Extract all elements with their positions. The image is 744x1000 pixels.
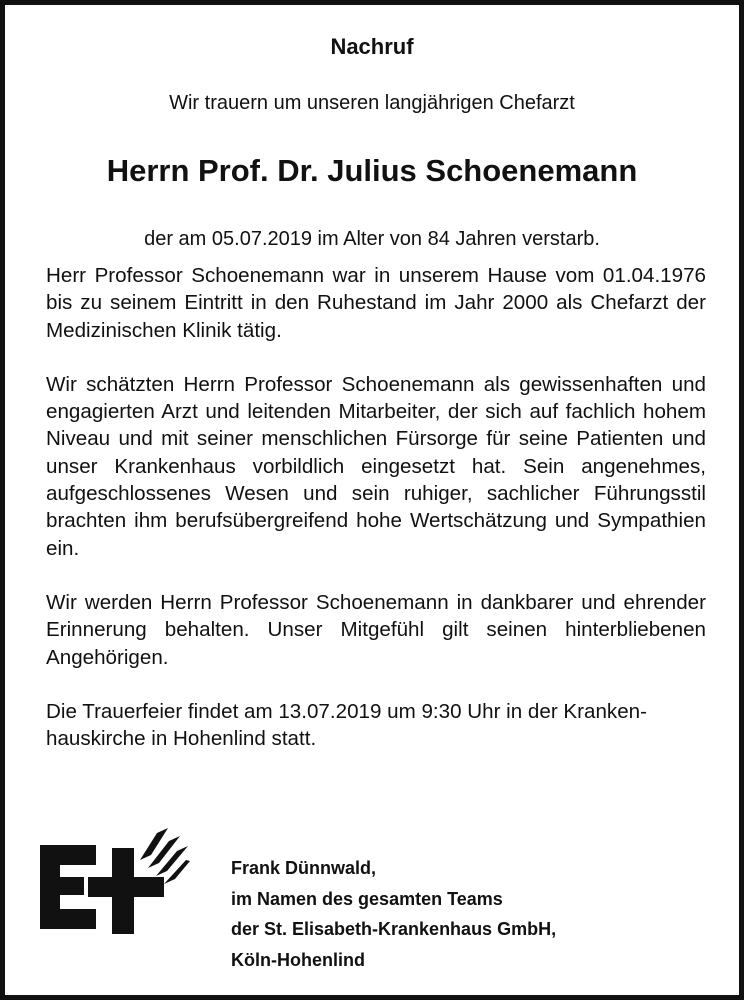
paragraph-appreciation: Wir schätzten Herrn Professor Schoenemann als gewissenhaften und engagierten Arzt und leitenden Mitarbeiter, der sich auf fachlich hohem Niveau und mit seiner menschlichen Fürsorge für seine Patienten und unser Krankenhaus vorbildlich eingesetzt hat. Sein angenehmes, aufgeschlossenes Wesen und sein ruhiger, sachlicher Führungsstil brachten ihm berufsübergreifend hohe Wertschätzung und Sympathien ein. — [46, 372, 706, 560]
paragraph-remembrance: Wir werden Herrn Professor Schoenemann in dankbarer und ehrender Erinnerung behalten. Unser Mitgefühl gilt seinen hinterbliebenen Angehörigen. — [46, 590, 706, 669]
paragraph-funeral: Die Trauerfeier findet am 13.07.2019 um 9:30 Uhr in der Krankenhauskirche in Hohenlind statt. — [46, 699, 647, 751]
signature-block — [231, 853, 556, 975]
paragraph-career: Herr Professor Schoenemann war in unserem Hause vom 01.04.1976 bis zu seinem Eintritt in den Ruhestand im Jahr 2000 als Chefarzt der Medizinischen Klinik tätig. — [46, 264, 706, 342]
notice-heading: Nachruf — [330, 34, 414, 59]
organization-name: der St. Elisabeth-Krankenhaus GmbH, — [231, 919, 557, 939]
deceased-name: Herrn Prof. Dr. Julius Schoenemann — [106, 153, 638, 188]
signer-name: Frank Dünnwald, — [231, 858, 377, 878]
notice-subheading: Wir trauern um unseren langjährigen Chefarzt — [169, 92, 575, 114]
signer-role: im Namen des gesamten Teams — [231, 888, 503, 909]
notice-body — [46, 262, 706, 779]
death-line: der am 05.07.2019 im Alter von 84 Jahren verstarb. — [144, 228, 600, 250]
organization-location: Köln-Hohenlind — [231, 949, 365, 970]
hospital-logo — [40, 828, 190, 938]
